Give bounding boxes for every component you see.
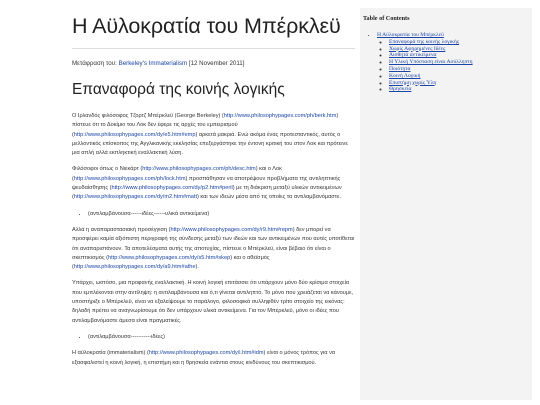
toc-link-abstract-ideas[interactable]: Χωρίς Αφηρημένες Ιδέες <box>389 45 446 52</box>
meta-prefix: Μετάφραση του: <box>72 60 119 67</box>
toc-item <box>389 46 532 53</box>
text: ) και ο αθεϊσμός ( <box>72 254 270 271</box>
toc-item <box>389 73 532 80</box>
toc-link-sensible-objects[interactable]: Αισθητά αντικείμενα <box>389 52 437 59</box>
link-empiricism[interactable]: http://www.philosophypages.com/dy/e5.htm#emp <box>73 131 196 138</box>
toc-item <box>389 80 532 87</box>
title-divider <box>72 48 355 49</box>
text: Η αϋλοκρατία (immaterialism) ( <box>72 350 149 357</box>
toc-item <box>389 59 532 66</box>
bullet-list-1 <box>72 210 355 219</box>
link-berkeley[interactable]: http://www.philosophypages.com/ph/berk.htm <box>223 113 337 119</box>
section-title: Επαναφορά της κοινής λογικής <box>72 81 285 98</box>
toc-link-science[interactable]: Επιστήμη χωρίς Ύλη <box>389 79 437 86</box>
text: ) με τη διάκριση μεταξύ υλικών αντικειμένων ( <box>72 185 342 201</box>
link-locke[interactable]: http://www.philosophypages.com/ph/lock.htm <box>73 175 186 182</box>
toc-link-main[interactable]: Η Αϋλοκρατία του Μπέρκλεϋ <box>377 32 444 38</box>
link-perceptual-illusion[interactable]: http://www.philosophypages.com/dy/p2.htm#peril <box>111 185 233 192</box>
toc-list <box>360 32 532 93</box>
toc-link-common-logic[interactable]: Κοινή Λογική <box>389 72 421 79</box>
translation-meta <box>72 59 355 68</box>
link-immaterialism[interactable]: http://www.philosophypages.com/dy/i.htm#idm <box>148 350 264 357</box>
paragraph-4: Υπάρχει, ωστόσο, μια προφανής εναλλακτική. Η κοινή λογική επιτάσσει ότι υπάρχουν μόνο δύο κρίσιμα στοιχεία που εμπλέκονται στην αντίληψη: η αντιλαμβάνουσα και ό,τι γίνεται αντιληπτό. Το μόνο που χρειάζεται να κάνουμε, υποστήριξε ο Μπέρκλεϋ, είναι να εξαλείψουμε το παράλογο, φιλοσοφικά συλληφθέν τρίτο στοιχείο της εικόνας: δηλαδή πρέπει να αναγνωρίσουμε ότι δεν υπάρχουν υλικά αντικείμενα. Για τον Μπέρκλεϋ, μόνο οι ιδέες που αντιλαμβανόμαστε άμεσα είναι πραγματικές. <box>72 280 354 324</box>
source-link[interactable]: Berkeley's Immaterialism <box>118 60 188 67</box>
text: ) και ο Λοκ ( <box>72 166 282 182</box>
table-of-contents <box>360 8 532 400</box>
text: ) είναι ο μόνος τρόπος για να εξασφαλιστεί η κοινή λογική, η επιστήμη και η θρησκεία ενάντια στους κινδύνους του σκεπτικισμού. <box>72 350 336 366</box>
toc-link-material-substance[interactable]: Η Υλική Υπόσταση είναι Ασύλληπτη <box>389 59 473 66</box>
link-atheism[interactable]: http://www.philosophypages.com/dy/a9.htm#athe <box>73 264 196 271</box>
toc-item <box>389 66 532 73</box>
toc-link-religion[interactable]: Θρησκεία <box>389 86 412 93</box>
paragraph-5 <box>72 349 355 368</box>
link-material-objects[interactable]: http://www.philosophypages.com/dy/m2.htm#matt <box>73 194 197 201</box>
page-title: Η Αϋλοκρατία του Μπέρκλεϋ <box>72 14 341 38</box>
list-item: • (αντιλαμβάνουσα------ιδέες------υλικά αντικείμενα) <box>88 210 355 219</box>
toc-item-main <box>377 32 532 93</box>
text: ) πίστευε ότι το Δοκίμιο του Λοκ δεν έφερε τις αρχές του εμπειρισμού ( <box>72 113 339 138</box>
text: Ο Ιρλανδός φιλόσοφος Τζορτζ Μπέρκλεϋ (George Berkeley) ( <box>72 113 224 119</box>
bullet-list-2 <box>72 333 355 342</box>
text: ). <box>195 264 199 271</box>
text: ) δεν μπορεί να προσφέρει καμία αξιόπιστη περιγραφή της σύνδεσης μεταξύ των ιδεών και των αντικειμένων που αυτές υποτίθεται ότι αναπαριστάνουν. Τα αποτελέσματα αυτής της αποτυχίας, πίστευε ο Μπέρκλεϋ, είναι βέβαιο ότι είναι ο σκεπτικισμός ( <box>72 226 355 261</box>
paragraph-1 <box>72 112 355 158</box>
link-representational[interactable]: http://www.philosophypages.com/dy/r9.htm#repm <box>170 226 293 233</box>
text: ) και των ιδεών μέσα από τις οποίες τα αντιλαμβανόμαστε. <box>197 194 342 201</box>
text: Αλλά η αναπαραστασιακή προσέγγιση ( <box>72 226 171 233</box>
toc-title: Table of Contents <box>363 15 410 22</box>
meta-date: [12 November 2011] <box>187 60 245 67</box>
toc-link-common-sense[interactable]: Επαναφορά της κοινής λογικής <box>389 38 460 45</box>
link-skepticism[interactable]: http://www.philosophypages.com/dy/s5.htm#skep <box>108 254 231 261</box>
toc-sublist <box>377 39 532 93</box>
text: Φιλόσοφοι όπως ο Νιεκάρτ ( <box>72 166 143 173</box>
link-descartes[interactable]: http://www.philosophypages.com/ph/desc.htm <box>142 166 256 173</box>
toc-item <box>389 39 532 46</box>
toc-item <box>389 52 532 59</box>
text: ) προσπάθησαν να αποτρέψουν προβλήματα της αντιληπτικής ψευδαίσθησης ( <box>72 175 341 192</box>
text: ) αρκετά μακριά. Ενώ ακόμα ένας προτεσταντικός, αυτός ο μελλοντικός επίσκοπος της Αγγλικανικής εκκλησίας επεξεργάστηκε την έντονη κριτική του στον Λοκ και πρότεινε μια απλή αλλά εκπληκτική εναλλακτική λύση. <box>72 131 348 157</box>
list-item: • (αντιλαμβάνουσα-----------ιδέες) <box>88 333 355 342</box>
paragraph-2 <box>72 165 355 202</box>
toc-link-qualities[interactable]: Ποιότητα <box>389 65 411 72</box>
toc-item <box>389 86 532 93</box>
paragraph-3 <box>72 226 355 272</box>
